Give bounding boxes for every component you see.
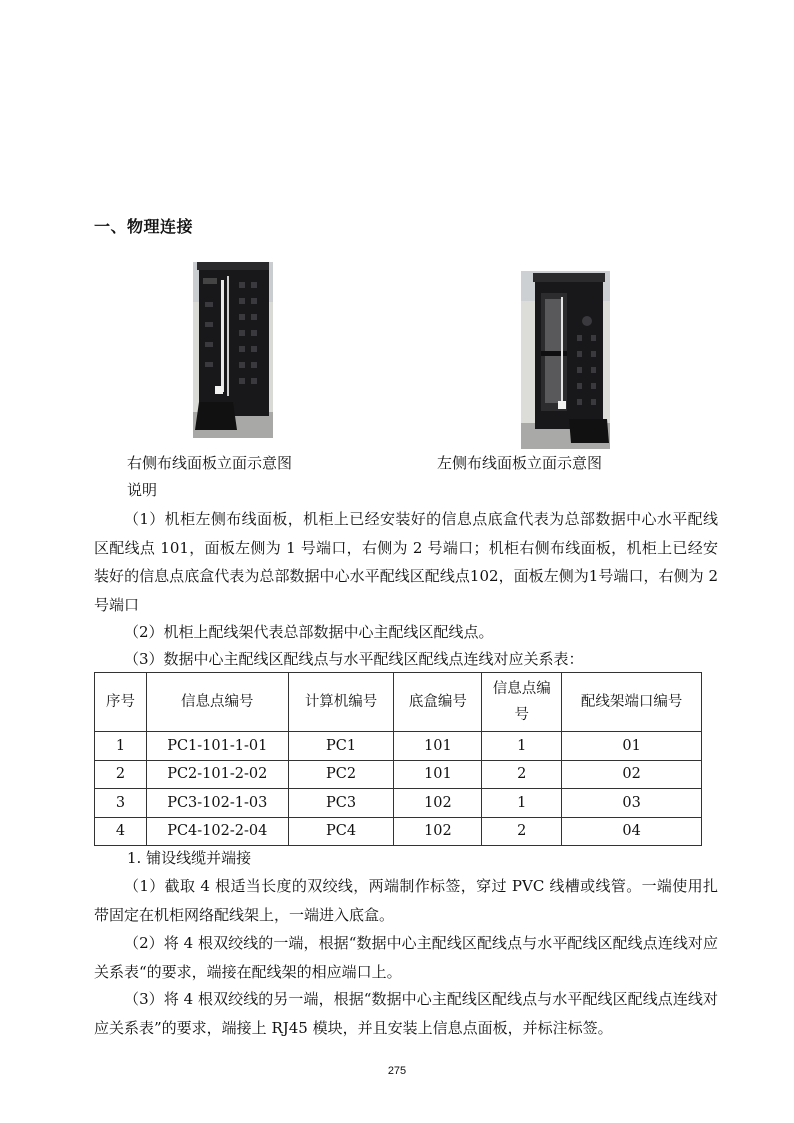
- table-cell: 101: [394, 760, 482, 789]
- table-cell: 4: [95, 817, 147, 846]
- table-header-cell: 配线架端口编号: [562, 673, 702, 732]
- step-heading-1: 1. 铺设线缆并端接: [127, 849, 252, 867]
- table-header-cell: 计算机编号: [288, 673, 394, 732]
- table-header-row: [95, 673, 702, 732]
- table-cell: 2: [95, 760, 147, 789]
- table-row: [95, 760, 702, 789]
- table-cell: PC3-102-1-03: [146, 789, 288, 818]
- table-cell: PC2-101-2-02: [146, 760, 288, 789]
- section-title: 一、物理连接: [94, 217, 194, 236]
- table-cell: 1: [95, 732, 147, 761]
- connection-mapping-table: [94, 672, 702, 846]
- note-paragraph-3: （3）数据中心主配线区配线点与水平配线区配线点连线对应关系表：: [124, 650, 584, 668]
- figure-caption-left: 左侧布线面板立面示意图: [437, 454, 603, 472]
- table-cell: PC4: [288, 817, 394, 846]
- table-cell: PC1-101-1-01: [146, 732, 288, 761]
- notes-heading: 说明: [127, 481, 158, 499]
- table-cell: 102: [394, 817, 482, 846]
- table-row: [95, 732, 702, 761]
- step-paragraph-1: （1）截取 4 根适当长度的双绞线，两端制作标签，穿过 PVC 线槽或线管。一端使用扎带固定在机柜网络配线架上，一端进入底盒。: [94, 877, 718, 924]
- step-paragraph-2: （2）将 4 根双绞线的一端，根据“数据中心主配线区配线点与水平配线区配线点连线对应关系表“的要求，端接在配线架的相应端口上。: [94, 934, 718, 981]
- note-paragraph-1: （1）机柜左侧布线面板，机柜上已经安装好的信息点底盒代表为总部数据中心水平配线区配线点 101，面板左侧为 1 号端口，右侧为 2 号端口；机柜右侧布线面板，机柜上已经安装好的信息点底盒代表为总部数据中心水平配线区配线点102，面板左侧为1号端口，右侧为 2 号端口: [94, 510, 718, 614]
- table-header-cell: 底盒编号: [394, 673, 482, 732]
- table-cell: 3: [95, 789, 147, 818]
- table-cell: 1: [482, 789, 562, 818]
- table-cell: 101: [394, 732, 482, 761]
- table-cell: 1: [482, 732, 562, 761]
- table-header-cell: 信息点编号: [482, 673, 562, 732]
- table-cell: 02: [562, 760, 702, 789]
- table-cell: PC4-102-2-04: [146, 817, 288, 846]
- table-cell: PC2: [288, 760, 394, 789]
- step-paragraph-3: （3）将 4 根双绞线的另一端，根据“数据中心主配线区配线点与水平配线区配线点连线对应关系表”的要求，端接上 RJ45 模块，并且安装上信息点面板，并标注标签。: [94, 990, 718, 1037]
- table-row: [95, 817, 702, 846]
- cabinet-left-panel-photo: [521, 271, 610, 449]
- table-row: [95, 789, 702, 818]
- table-cell: 102: [394, 789, 482, 818]
- page-number: 275: [387, 1065, 407, 1077]
- table-cell: PC3: [288, 789, 394, 818]
- table-cell: 2: [482, 817, 562, 846]
- table-header-cell: 信息点编号: [146, 673, 288, 732]
- table-cell: 04: [562, 817, 702, 846]
- cabinet-right-panel-photo: [193, 262, 273, 438]
- table-header-cell: 序号: [95, 673, 147, 732]
- figure-caption-right: 右侧布线面板立面示意图: [127, 454, 293, 472]
- table-cell: 2: [482, 760, 562, 789]
- table-cell: 01: [562, 732, 702, 761]
- note-paragraph-2: （2）机柜上配线架代表总部数据中心主配线区配线点。: [124, 623, 494, 641]
- table-cell: PC1: [288, 732, 394, 761]
- table-cell: 03: [562, 789, 702, 818]
